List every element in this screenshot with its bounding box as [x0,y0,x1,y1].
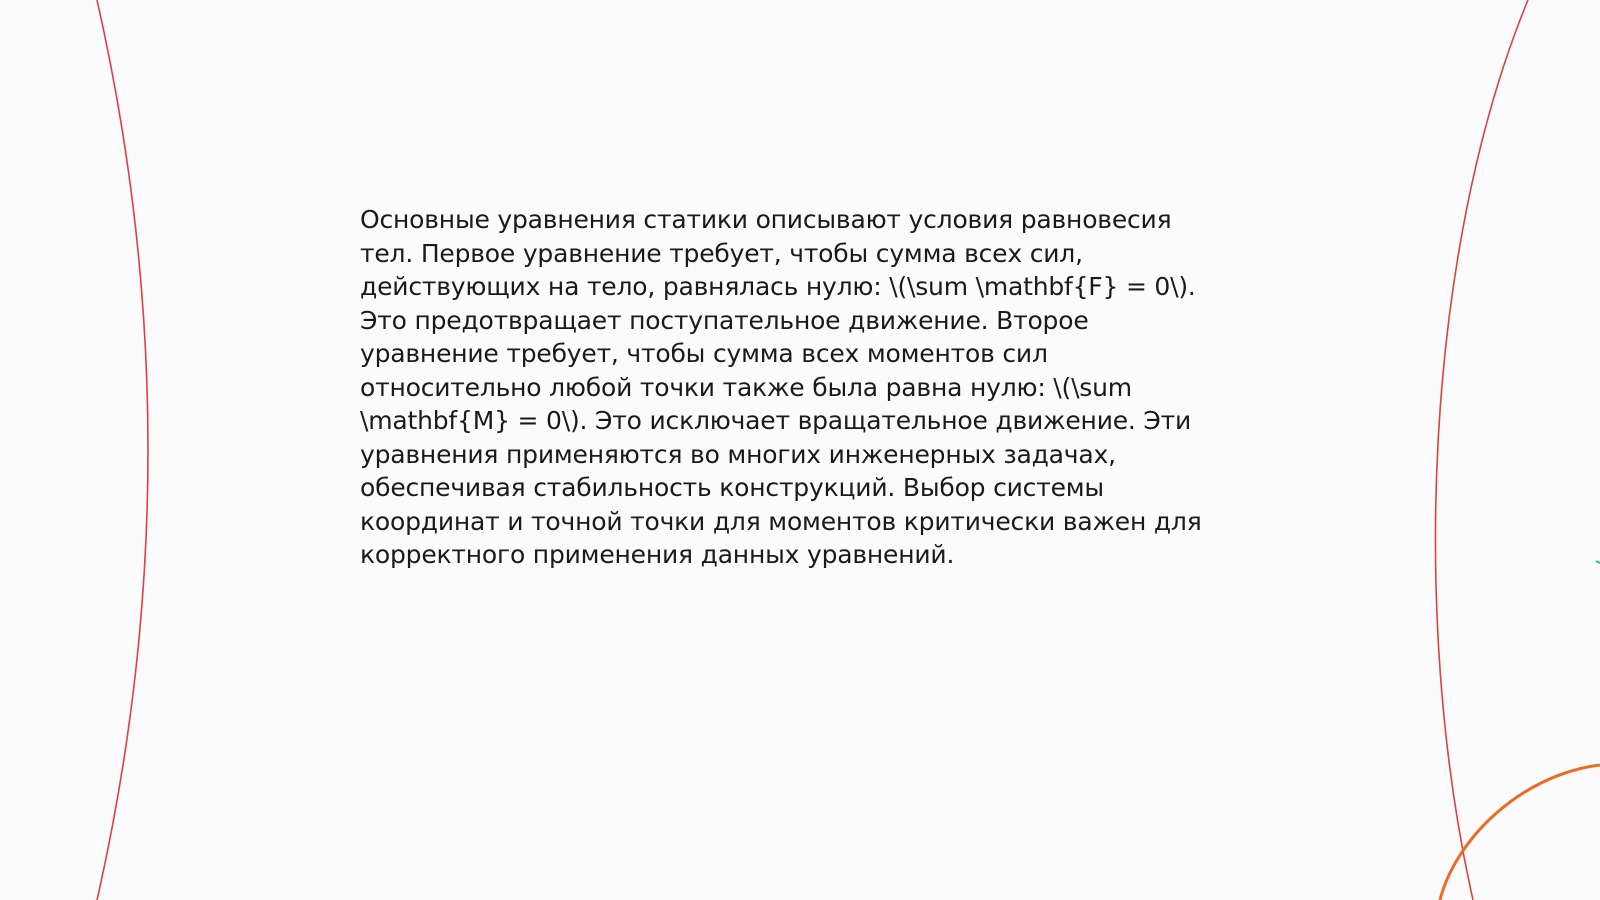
left-red-curve [97,0,148,900]
statics-paragraph [360,203,1250,572]
paragraph-line-4: Это предотвращает поступательное движение. Второе [360,305,1089,335]
paragraph-line-3: действующих на тело, равнялась нулю: \(\sum \mathbf{F} = 0\). [360,272,1196,301]
paragraph-line-2: тел. Первое уравнение требует, чтобы сумма всех сил, [360,238,1083,268]
orange-arc [1440,765,1600,900]
right-red-curve [1435,0,1528,900]
paragraph-line-9: обеспечивая стабильность конструкций. Выбор системы [360,473,1104,502]
paragraph-line-11: корректного применения данных уравнений. [360,540,955,569]
paragraph-line-5: уравнение требует, чтобы сумма всех моментов сил [360,339,1048,368]
paragraph-line-8: уравнения применяются во многих инженерных задачах, [360,439,1116,469]
paragraph-line-10: координат и точной точки для моментов критически важен для [360,506,1202,536]
teal-accent-mark [1596,561,1600,563]
paragraph-line-6: относительно любой точки также была равна нулю: \(\sum [360,372,1132,402]
paragraph-line-1: Основные уравнения статики описывают условия равновесия [360,205,1172,234]
paragraph-line-7: \mathbf{M} = 0\). Это исключает вращательное движение. Эти [360,406,1192,435]
